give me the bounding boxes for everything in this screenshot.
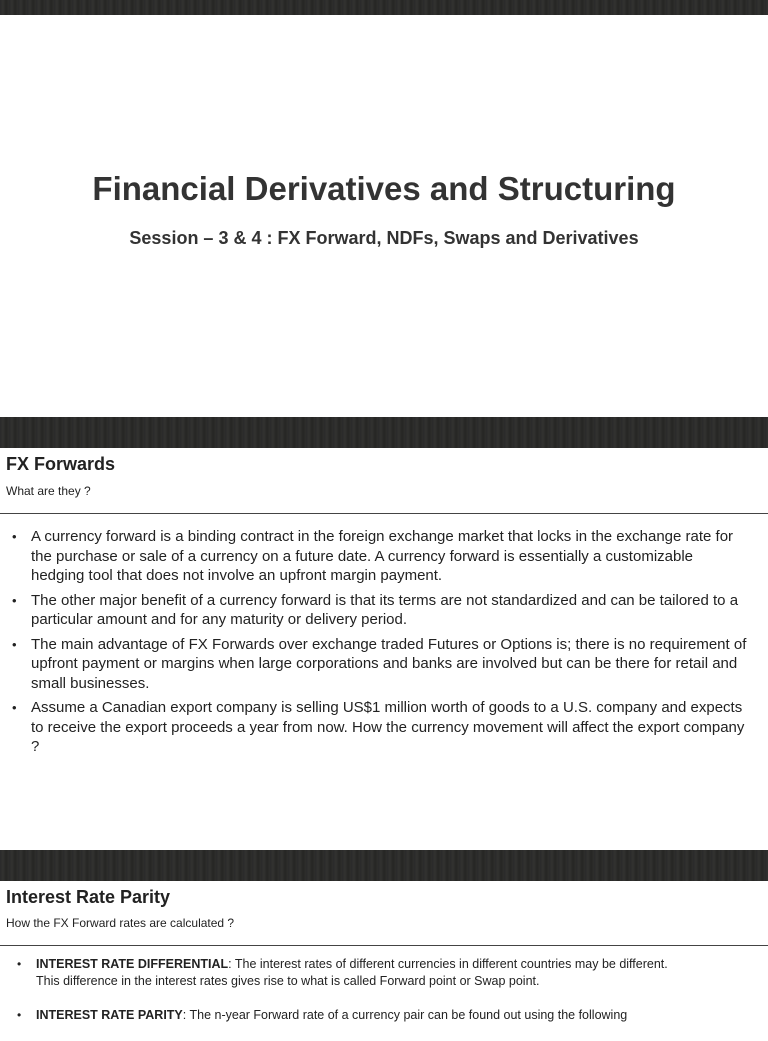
list-item xyxy=(0,635,768,694)
bullet-text: Assume a Canadian export company is selling US$1 million worth of goods to a U.S. company and expects to receive the export proceeds a year from now. How the currency movement will affect the export company ? xyxy=(31,699,745,755)
bullet-icon: • xyxy=(12,700,17,715)
bullet-term: INTEREST RATE DIFFERENTIAL xyxy=(36,957,229,971)
top-texture-band xyxy=(0,0,768,15)
list-item xyxy=(0,591,768,630)
list-item xyxy=(0,527,768,586)
bullet-text: A currency forward is a binding contract in the foreign exchange market that locks in the exchange rate for the purchase or sale of a currency on a future date. A currency forward is essentially a customizable hedging tool that does not involve an upfront margin payment. xyxy=(31,528,734,584)
section-subtitle-fx-forwards: What are they ? xyxy=(6,484,91,498)
bullet-text: : The interest rates of different currencies in different countries may be different. This difference in the interest rates gives rise to what is called Forward point or Swap point. xyxy=(36,957,668,988)
section-title-interest-rate-parity: Interest Rate Parity xyxy=(6,887,171,907)
section-title-fx-forwards: FX Forwards xyxy=(6,454,116,474)
bullet-icon: • xyxy=(17,1008,22,1022)
fx-forwards-bullet-list xyxy=(0,527,768,762)
list-item xyxy=(0,1007,768,1024)
interest-rate-parity-bullet-list xyxy=(0,956,768,1041)
slide-divider-band xyxy=(0,850,768,881)
slide-divider-band xyxy=(0,417,768,448)
slide-title: Financial Derivatives and Structuring xyxy=(92,170,676,207)
bullet-text: The other major benefit of a currency forward is that its terms are not standardized and can be tailored to a particular amount and for any maturity or delivery period. xyxy=(31,591,739,628)
bullet-icon: • xyxy=(12,529,17,544)
bullet-icon: • xyxy=(17,957,22,971)
bullet-text: The main advantage of FX Forwards over exchange traded Futures or Options is; there is no requirement of upfront payment or margins when large corporations and banks are involved but can be there for retail and small businesses. xyxy=(31,635,747,692)
list-item xyxy=(0,698,768,757)
bullet-term: INTEREST RATE PARITY xyxy=(36,1008,183,1022)
bullet-icon: • xyxy=(12,636,17,652)
bullet-icon: • xyxy=(12,592,17,608)
section-subtitle-interest-rate-parity: How the FX Forward rates are calculated ? xyxy=(6,916,235,930)
section-rule xyxy=(0,513,768,514)
bullet-text: : The n-year Forward rate of a currency pair can be found out using the following xyxy=(182,1008,628,1022)
list-item xyxy=(0,956,768,990)
section-rule xyxy=(0,945,768,946)
slide-subtitle: Session – 3 & 4 : FX Forward, NDFs, Swaps and Derivatives xyxy=(129,228,639,248)
